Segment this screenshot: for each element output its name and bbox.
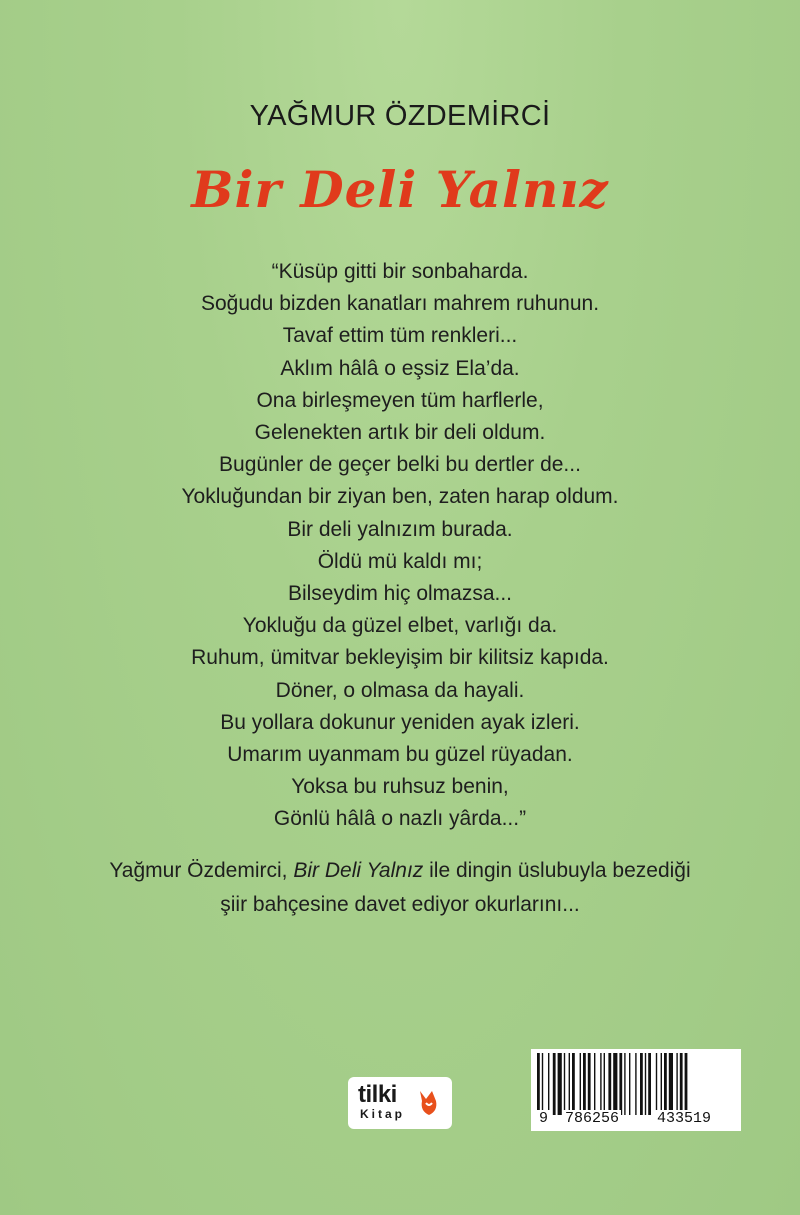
barcode-bar	[664, 1053, 667, 1115]
barcode-bar	[564, 1053, 565, 1115]
publisher-logo-sub: Kitap	[360, 1107, 405, 1121]
barcode-bar	[594, 1053, 595, 1115]
barcode-bar	[569, 1053, 570, 1115]
poem-line: Ruhum, ümitvar bekleyişim bir kilitsiz kapıda.	[191, 646, 609, 670]
barcode-digit-first: 9	[539, 1110, 549, 1127]
barcode-bar	[656, 1053, 657, 1115]
poem-line: Yokluğu da güzel elbet, varlığı da.	[242, 614, 558, 638]
barcode-bar	[619, 1053, 622, 1115]
poem-line: Öldü mü kaldı mı;	[317, 549, 483, 573]
barcode-bar	[553, 1053, 556, 1115]
description-line-2: şiir bahçesine davet ediyor okurlarını...	[220, 893, 580, 916]
poem-line: Ona birleşmeyen tüm harflerle,	[256, 388, 544, 412]
barcode-bar	[624, 1053, 625, 1115]
publisher-logo-word: tilki	[358, 1081, 397, 1108]
barcode-group-left: 786256	[565, 1110, 620, 1127]
description-title-italic: Bir Deli Yalnız	[293, 859, 424, 882]
poem-line: Bilseydim hiç olmazsa...	[287, 582, 513, 606]
barcode-digits	[537, 1107, 735, 1129]
poem-excerpt	[0, 256, 800, 836]
barcode-bar	[676, 1053, 677, 1115]
barcode-bar	[635, 1053, 636, 1115]
author-name: YAĞMUR ÖZDEMİRCİ	[249, 100, 551, 132]
barcode-bar	[661, 1053, 662, 1115]
barcode-bar	[537, 1053, 540, 1115]
barcode-bar	[680, 1053, 683, 1115]
book-title: Bir Deli Yalnız	[191, 160, 609, 219]
poem-line: Döner, o olmasa da hayali.	[275, 678, 525, 702]
poem-line: “Küsüp gitti bir sonbaharda.	[271, 260, 529, 283]
poem-line: Bugünler de geçer belki bu dertler de...	[219, 453, 581, 477]
barcode-bar	[572, 1053, 575, 1115]
description-text: Yağmur Özdemirci,	[109, 859, 294, 882]
barcode-bar	[542, 1053, 543, 1115]
poem-line: Umarım uyanmam bu güzel rüyadan.	[227, 743, 573, 767]
publisher-logo	[348, 1077, 452, 1129]
barcode-bar	[588, 1053, 591, 1115]
poem-line: Bu yollara dokunur yeniden ayak izleri.	[220, 710, 580, 734]
description-line-1	[0, 854, 800, 888]
barcode-bar	[640, 1053, 643, 1115]
barcode-bar	[583, 1053, 586, 1115]
poem-line: Gönlü hâlâ o nazlı yârda...”	[273, 807, 527, 831]
barcode-bar	[645, 1053, 646, 1115]
fox-icon	[416, 1087, 442, 1117]
barcode-bar	[648, 1053, 651, 1115]
barcode-bar	[548, 1053, 549, 1115]
barcode-bar	[629, 1053, 630, 1115]
poem-line: Bir deli yalnızım burada.	[287, 517, 513, 541]
barcode-bar	[580, 1053, 581, 1115]
barcode-bar	[558, 1053, 562, 1115]
poem-line: Tavaf ettim tüm renkleri...	[282, 324, 518, 348]
barcode-group-right: 433519	[657, 1110, 712, 1127]
barcode-bar	[608, 1053, 611, 1115]
poem-line: Soğudu bizden kanatları mahrem ruhunun.	[200, 292, 600, 316]
book-description	[0, 854, 800, 922]
poem-line: Yokluğundan bir ziyan ben, zaten harap oldum.	[181, 485, 619, 509]
barcode-bar	[613, 1053, 617, 1115]
barcode-bar	[685, 1053, 688, 1115]
poem-line: Yoksa bu ruhsuz benin,	[291, 775, 509, 799]
isbn-barcode	[531, 1049, 741, 1131]
barcode-bar	[600, 1053, 601, 1115]
poem-line: Aklım hâlâ o eşsiz Ela’da.	[280, 356, 520, 380]
description-text: ile dingin üslubuyla bezediği	[423, 859, 691, 882]
barcode-bar	[669, 1053, 673, 1115]
poem-line: Gelenekten artık bir deli oldum.	[254, 421, 546, 445]
barcode-bar	[604, 1053, 605, 1115]
